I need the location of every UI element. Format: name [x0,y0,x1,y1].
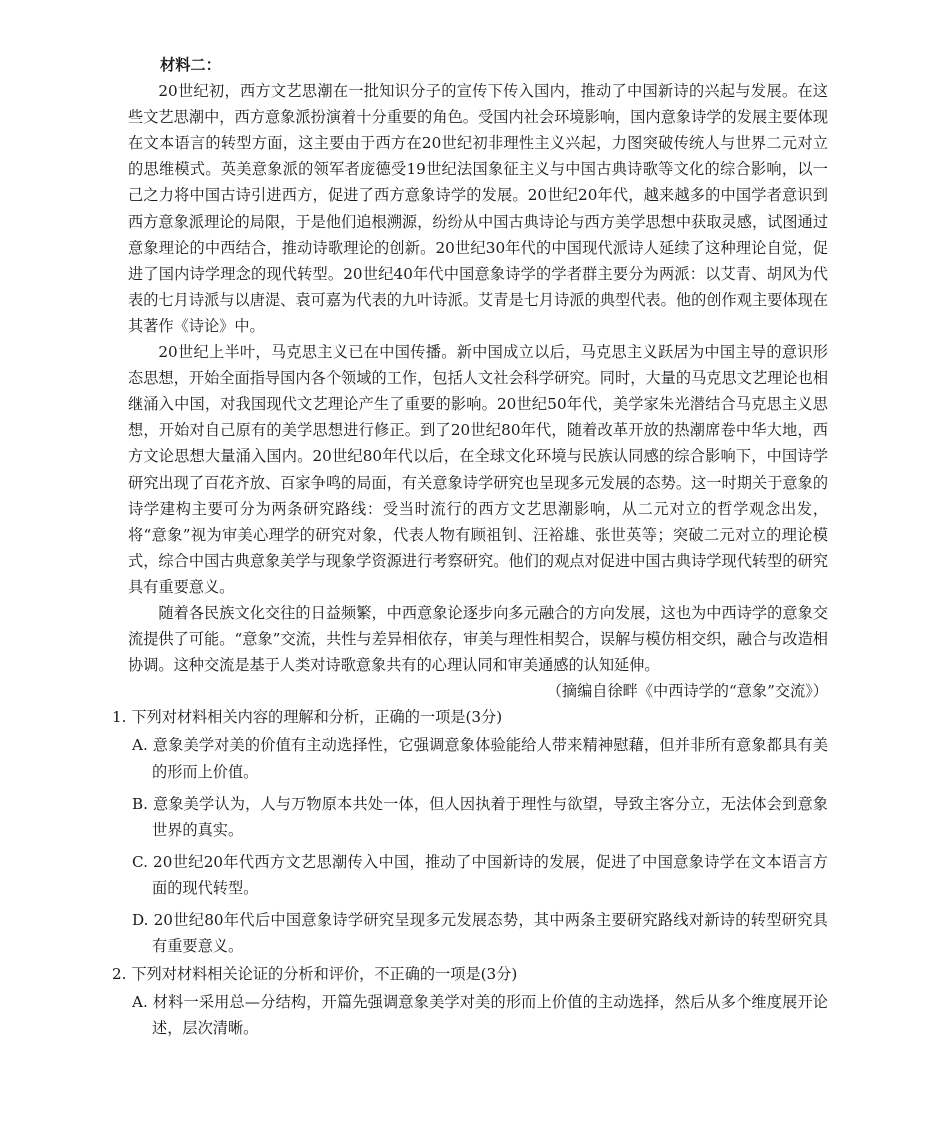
material-heading: 材料二： [160,56,221,74]
paragraph-1: 20世纪初，西方文艺思潮在一批知识分子的宣传下传入国内，推动了中国新诗的兴起与发展。在这些文艺思潮中，西方意象派扮演着十分重要的角色。受国内社会环境影响，国内意象诗学的发展主要体现在文本语言的转型方面，这主要由于西方在20世纪初非理性主义兴起，力图突破传统人与世界二元对立的思维模式。英美意象派的领军者庞德受19世纪法国象征主义与中国古典诗歌等文化的综合影响，以一己之力将中国古诗引进西方，促进了西方意象诗学的发展。20世纪20年代，越来越多的中国学者意识到西方意象派理论的局限，于是他们追根溯源，纷纷从中国古典诗论与西方美学思想中获取灵感，试图通过意象理论的中西结合，推动诗歌理论的创新。20世纪30年代的中国现代派诗人延续了这种理论自觉，促进了国内诗学理念的现代转型。20世纪40年代中国意象诗学的学者群主要分为两派：以艾青、胡风为代表的七月诗派与以唐湜、袁可嘉为代表的九叶诗派。艾青是七月诗派的典型代表。他的创作观主要体现在其著作《诗论》中。 [128,82,828,335]
question-1-option-c: C. 20世纪20年代西方文艺思潮传入中国，推动了中国新诗的发展，促进了中国意象诗学在文本语言方面的现代转型。 [132,852,828,897]
question-2-stem: 2. 下列对材料相关论证的分析和评价，不正确的一项是(3分) [112,965,518,984]
exam-page [112,52,828,1041]
question-1-stem: 1. 下列对材料相关内容的理解和分析，正确的一项是(3分) [112,708,503,727]
question-1-option-b: B. 意象美学认为，人与万物原本共处一体，但人因执着于理性与欲望，导致主客分立，无法体会到意象世界的真实。 [132,794,828,839]
question-1-option-a: A. 意象美学对美的价值有主动选择性，它强调意象体验能给人带来精神慰藉，但并非所有意象都具有美的形而上价值。 [132,736,828,781]
question-1-option-d: D. 20世纪80年代后中国意象诗学研究呈现多元发展态势，其中两条主要研究路线对新诗的转型研究具有重要意义。 [132,911,828,956]
paragraph-3: 随着各民族文化交往的日益频繁，中西意象论逐步向多元融合的方向发展，这也为中西诗学的意象交流提供了可能。“意象”交流，共性与差异相依存，审美与理性相契合，误解与模仿相交织，融合与改造相协调。这种交流是基于人类对诗歌意象共有的心理认同和审美通感的认知延伸。 [128,603,828,675]
source-citation: （摘编自徐畔《中西诗学的“意象”交流》） [546,682,828,701]
paragraph-2: 20世纪上半叶，马克思主义已在中国传播。新中国成立以后，马克思主义跃居为中国主导的意识形态思想，开始全面指导国内各个领域的工作，包括人文社会科学研究。同时，大量的马克思文艺理论也相继涌入中国，对我国现代文艺理论产生了重要的影响。20世纪50年代，美学家朱光潜结合马克思主义思想，开始对自己原有的美学思想进行修正。到了20世纪80年代，随着改革开放的热潮席卷中华大地，西方文论思想大量涌入国内。20世纪80年代以后，在全球文化环境与民族认同感的综合影响下，中国诗学研究出现了百花齐放、百家争鸣的局面，有关意象诗学研究也呈现多元发展的态势。这一时期关于意象的诗学建构主要可分为两条研究路线：受当时流行的西方文艺思潮影响，从二元对立的哲学观念出发，将“意象”视为审美心理学的研究对象，代表人物有顾祖钊、汪裕雄、张世英等；突破二元对立的理论模式，综合中国古典意象美学与现象学资源进行考察研究。他们的观点对促进中国古典诗学现代转型的研究具有重要意义。 [128,343,828,596]
question-2-option-a: A. 材料一采用总—分结构，开篇先强调意象美学对美的形而上价值的主动选择，然后从多个维度展开论述，层次清晰。 [132,993,828,1038]
